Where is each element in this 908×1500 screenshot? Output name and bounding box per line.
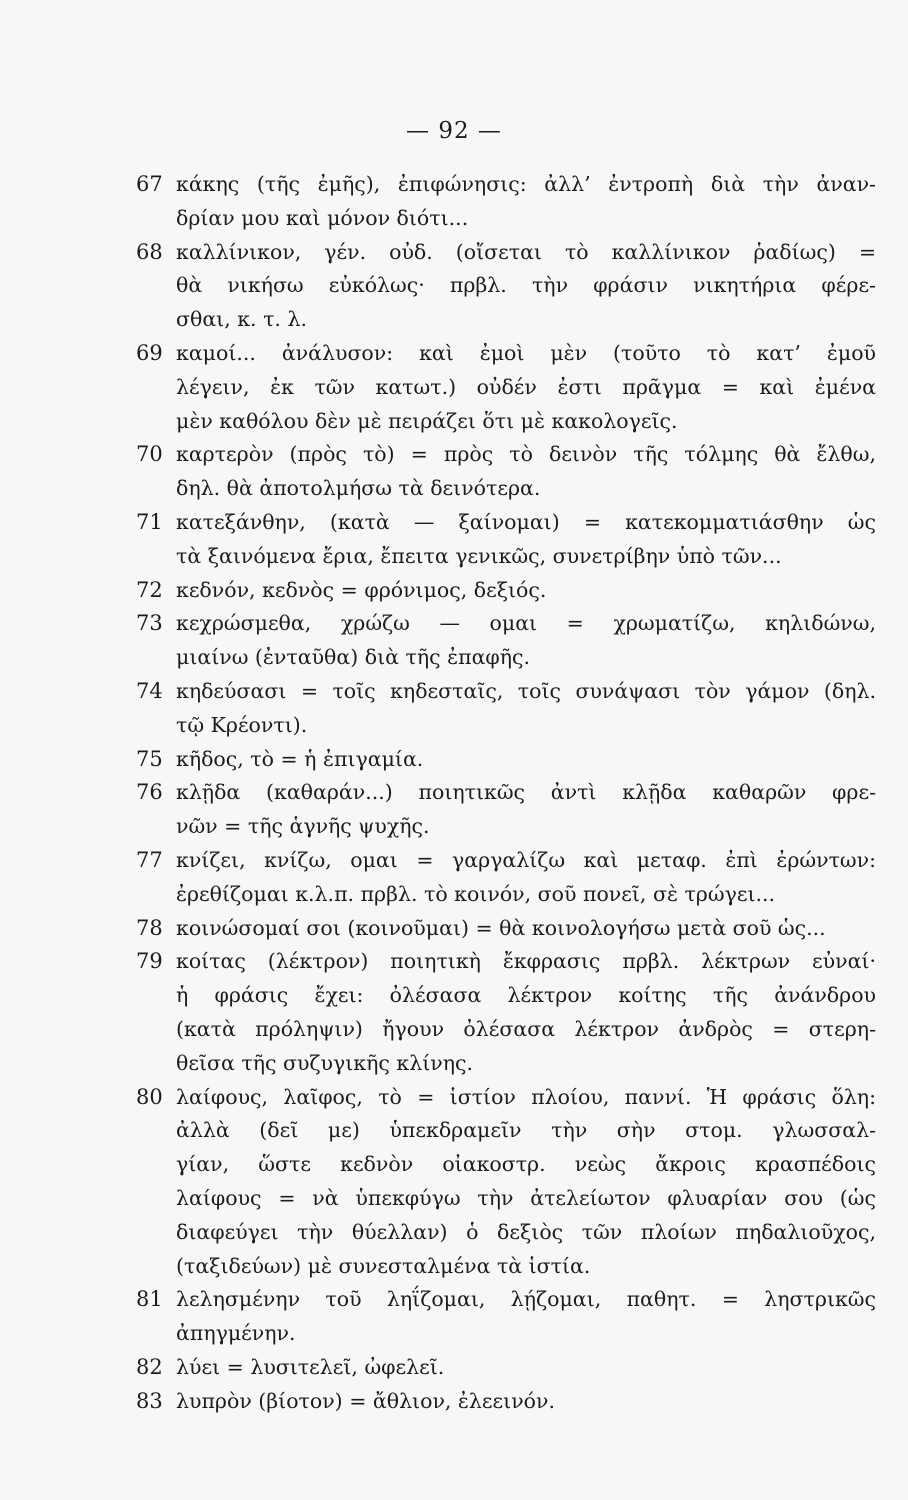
glossary-entry (136, 236, 876, 337)
entry-text-line: διαφεύγει τὴν θύελλαν) ὁ δεξιὸς τῶν πλοίων πηδαλιοῦχος, (176, 1219, 876, 1244)
glossary-entry (136, 776, 876, 844)
glossary-entry (136, 675, 876, 743)
entry-text-line: (ταξιδεύων) μὲ συνεσταλμένα τὰ ἱστία. (176, 1253, 591, 1278)
entry-text-line: καλλίνικον, γέν. οὐδ. (οἴσεται τὸ καλλίνικον ῥαδίως) = (176, 239, 876, 264)
entry-text-line: κῆδος, τὸ = ἡ ἐπιγαμία. (176, 746, 424, 771)
entry-text-line: λαίφους, λαῖφος, τὸ = ἱστίον πλοίου, παννί. Ἡ φράσις ὅλη: (176, 1084, 876, 1109)
entry-text-line: μὲν καθόλου δὲν μὲ πειράζει ὅτι μὲ κακολογεῖς. (176, 408, 678, 433)
entry-text-line: ἀλλὰ (δεῖ με) ὑπεκδραμεῖν τὴν σὴν στομ. γλωσσαλ- (176, 1118, 876, 1143)
entry-text-line: δηλ. θὰ ἀποτολμήσω τὰ δεινότερα. (176, 476, 541, 501)
entry-text-line: καμοί... ἀνάλυσον: καὶ ἐμοὶ μὲν (τοῦτο τὸ κατ’ ἐμοῦ (176, 340, 876, 365)
entry-number: 69 (136, 340, 163, 365)
entry-text-line: (κατὰ πρόληψιν) ἤγουν ὀλέσασα λέκτρον ἀνδρὸς = στερη- (176, 1016, 876, 1041)
entry-text-line: κνίζει, κνίζω, ομαι = γαργαλίζω καὶ μεταφ. ἐπὶ ἐρώντων: (176, 847, 876, 872)
page-number: — 92 — (406, 118, 502, 144)
entry-text-line: νῶν = τῆς ἁγνῆς ψυχῆς. (176, 814, 430, 839)
entry-number: 83 (136, 1388, 163, 1413)
entry-number: 78 (136, 915, 163, 940)
entry-text-line: κοίτας (λέκτρον) ποιητικὴ ἔκφρασις πρβλ. λέκτρων εὐναί· (176, 949, 876, 974)
entry-text-line: δρίαν μου καὶ μόνον διότι... (176, 205, 469, 230)
entry-text-line: λυπρὸν (βίοτον) = ἄθλιον, ἐλεεινόν. (176, 1388, 555, 1413)
glossary-entry (136, 168, 876, 236)
glossary-entry (136, 337, 876, 438)
entry-text-line: θεῖσα τῆς συζυγικῆς κλίνης. (176, 1050, 473, 1075)
glossary-entry (136, 1283, 876, 1351)
entry-number: 76 (136, 780, 163, 805)
entry-text-line: κεδνόν, κεδνὸς = φρόνιμος, δεξιός. (176, 577, 547, 602)
entry-text-line: τῷ Κρέοντι). (176, 712, 308, 737)
entry-number: 68 (136, 239, 163, 264)
entry-text-line: κηδεύσασι = τοῖς κηδεσταῖς, τοῖς συνάψασι τὸν γάμον (δηλ. (176, 678, 876, 703)
entry-text-line: ἡ φράσις ἔχει: ὀλέσασα λέκτρον κοίτης τῆς ἀνάνδρου (176, 983, 876, 1008)
entry-text-line: τὰ ξαινόμενα ἔρια, ἔπειτα γενικῶς, συνετρίβην ὑπὸ τῶν... (176, 543, 782, 568)
entry-text-line: σθαι, κ. τ. λ. (176, 307, 307, 332)
entry-number: 77 (136, 847, 163, 872)
glossary-entry (136, 743, 876, 777)
entry-number: 73 (136, 611, 163, 636)
glossary-entry (136, 945, 876, 1080)
glossary-entry (136, 607, 876, 675)
entry-number: 71 (136, 509, 163, 534)
entry-text-line: ἀπηγμένην. (176, 1321, 296, 1346)
entry-number: 70 (136, 442, 163, 467)
glossary-entry (136, 1351, 876, 1385)
glossary-entry (136, 506, 876, 574)
glossary-entry (136, 574, 876, 608)
glossary-entry (136, 1081, 876, 1284)
entry-number: 82 (136, 1354, 163, 1379)
entry-number: 75 (136, 746, 163, 771)
entry-number: 80 (136, 1084, 163, 1109)
entry-number: 81 (136, 1287, 163, 1312)
entry-number: 74 (136, 678, 163, 703)
entry-text-line: ἐρεθίζομαι κ.λ.π. πρβλ. τὸ κοινόν, σοῦ πονεῖ, σὲ τρώγει... (176, 881, 776, 906)
entry-text-line: κεχρώσμεθα, χρώζω — ομαι = χρωματίζω, κηλιδώνω, (176, 611, 876, 636)
entry-text-line: λέγειν, ἐκ τῶν κατωτ.) οὐδέν ἐστι πρᾶγμα = καὶ ἐμένα (176, 374, 876, 399)
glossary-entry (136, 438, 876, 506)
entry-text-line: λαίφους = νὰ ὑπεκφύγω τὴν ἀτελείωτον φλυαρίαν σου (ὡς (176, 1185, 876, 1210)
glossary-entry (136, 1385, 876, 1419)
glossary-entry (136, 844, 876, 912)
entry-text-line: καρτερὸν (πρὸς τὸ) = πρὸς τὸ δεινὸν τῆς τόλμης θὰ ἔλθω, (176, 442, 876, 467)
entry-number: 67 (136, 172, 163, 196)
entry-text-line: κάκης (τῆς ἐμῆς), ἐπιφώνησις: ἀλλ’ ἐντροπὴ διὰ τὴν ἀναν- (176, 172, 876, 196)
entry-number: 79 (136, 949, 163, 974)
entry-text-line: κοινώσομαί σοι (κοινοῦμαι) = θὰ κοινολογήσω μετὰ σοῦ ὡς... (176, 915, 826, 940)
glossary-entry (136, 912, 876, 946)
entry-text-line: κατεξάνθην, (κατὰ — ξαίνομαι) = κατεκομματιάσθην ὡς (176, 509, 876, 534)
entry-text-line: κλῇδα (καθαράν...) ποιητικῶς ἀντὶ κλῇδα καθαρῶν φρε- (176, 780, 876, 805)
entry-text-line: λελησμένην τοῦ ληΐζομαι, λῄζομαι, παθητ. = ληστρικῶς (176, 1287, 876, 1312)
entry-text-line: γίαν, ὥστε κεδνὸν οἰακοστρ. νεὼς ἄκροις κρασπέδοις (176, 1152, 876, 1177)
entry-text-line: λύει = λυσιτελεῖ, ὠφελεῖ. (176, 1354, 445, 1379)
glossary-entries (136, 168, 876, 1418)
entry-number: 72 (136, 577, 163, 602)
entry-text-line: θὰ νικήσω εὐκόλως· πρβλ. τὴν φράσιν νικητήρια φέρε- (176, 273, 876, 298)
entry-text-line: μιαίνω (ἐνταῦθα) διὰ τῆς ἐπαφῆς. (176, 645, 531, 670)
